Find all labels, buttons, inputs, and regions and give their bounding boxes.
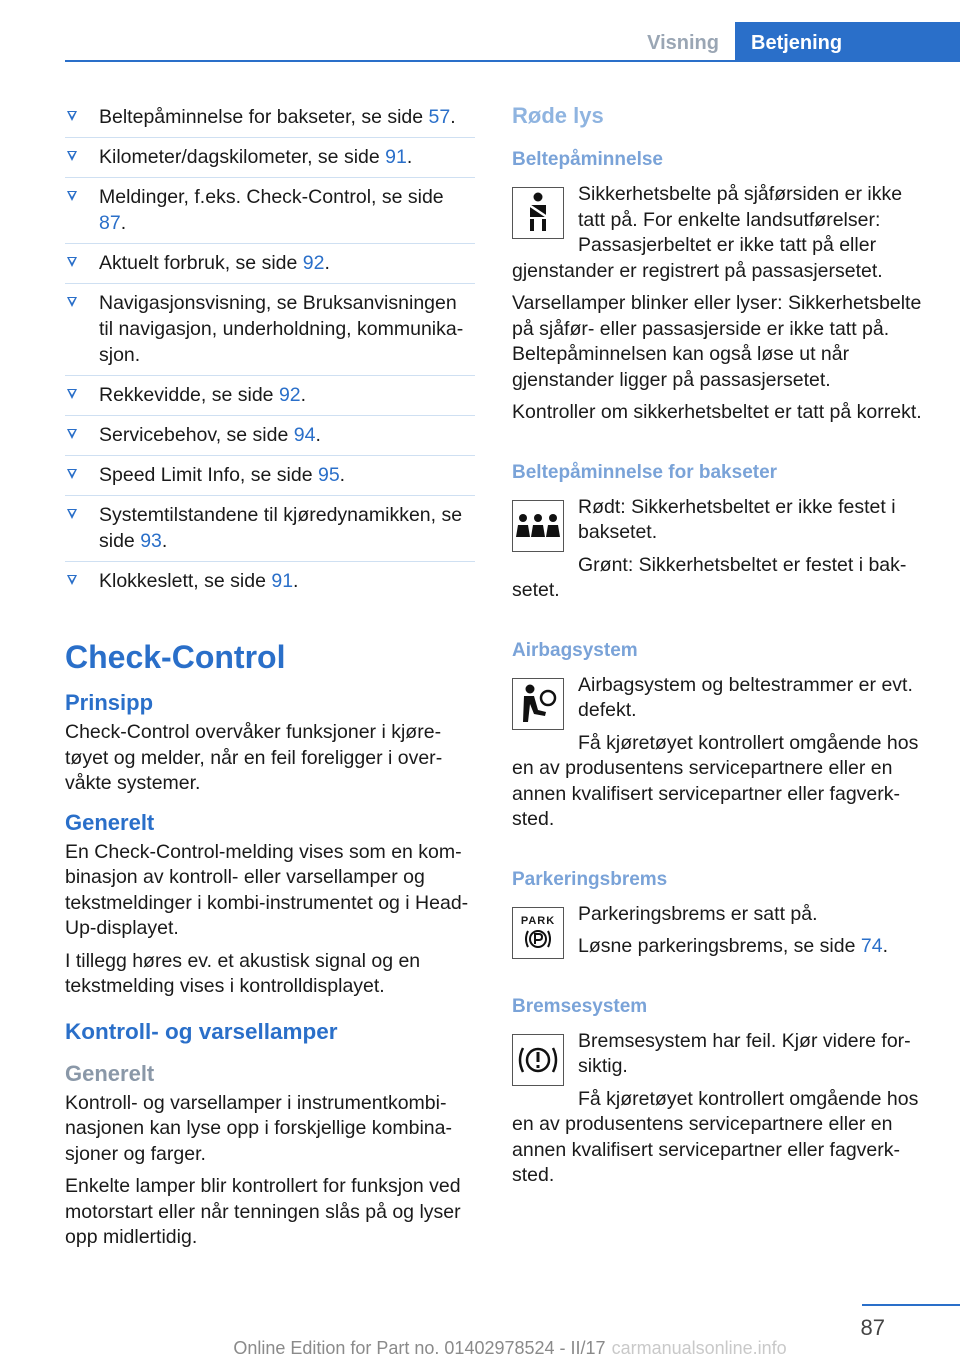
list-item-end: . <box>161 530 168 552</box>
brake-warning-icon <box>512 1034 564 1086</box>
triangle-bullet-icon <box>67 575 77 585</box>
rear-seatbelt-para-2: Grønt: Sikkerhetsbeltet er festet i baksetet. <box>512 553 907 601</box>
seatbelt-para-1: Sikkerhetsbelte på sjåførsiden er ikke tatt på. For enkelte landsutførelser: Passasjerbeltet er ikke tatt på eller gjenstander er registrert på passasjersetet. <box>512 183 903 282</box>
park-icon-label: PARK <box>520 914 556 927</box>
heading-parkeringsbrems: Parkeringsbrems <box>512 868 668 890</box>
lamps-paragraph-1: Kontroll- og varsellamper i instrumentkombinasjonen kan lyse opp i forskjellige kombinasjoner og farger. <box>65 1091 452 1165</box>
heading-generelt: Generelt <box>65 809 155 835</box>
list-item-text: Klokkeslett, se side <box>99 570 272 592</box>
list-item-text: Speed Limit Info, se side <box>99 464 318 486</box>
section-title-check-control: Check-Control <box>65 639 286 675</box>
parking-para-2 <box>512 934 932 960</box>
generelt-paragraph-2: I tillegg høres ev. et akustisk signal og en tekstmelding vises i kontrolldisplayet. <box>65 949 421 997</box>
list-item-text: Kilometer/dagskilometer, se side <box>99 146 386 168</box>
heading-kontroll-varsellamper: Kontroll- og varsellamper <box>65 1018 338 1044</box>
page-ref-link[interactable]: 92 <box>278 384 301 406</box>
page-number: 87 <box>860 1315 885 1340</box>
seatbelt-para-2: Varsellamper blinker eller lyser: Sikkerhetsbelte på sjåfør- eller passasjerside er ikke tatt på. Beltepåminnelsen kan også løse ut når gjenstander ligger på passasjersetet. <box>512 292 922 391</box>
generelt-paragraph-1: En Check-Control-melding vises som en kombinasjon av kontroll- eller varsellamper og tekstmeldinger i kombi-instrumentet og i Head-Up-displayet. <box>65 840 469 939</box>
warning-entry-parking-brake <box>512 902 932 967</box>
heading-prinsipp: Prinsipp <box>65 690 154 715</box>
page-ref-link[interactable]: 91 <box>271 570 294 592</box>
warning-entry-rear-seatbelt <box>512 495 932 611</box>
triangle-bullet-icon <box>67 297 77 307</box>
page-ref-link[interactable]: 87 <box>99 212 121 234</box>
section-tab-betjening: Betjening <box>735 22 960 62</box>
rear-seat-occupants-icon <box>512 500 564 552</box>
list-item <box>65 138 475 178</box>
warning-entry-airbag <box>512 673 932 840</box>
list-item-text: Meldinger, f.eks. Check-Control, se side <box>99 186 444 208</box>
subheading-generelt: Generelt <box>65 1060 155 1086</box>
airbag-para-1: Airbagsystem og beltestrammer er evt. defekt. <box>578 673 913 721</box>
page-header <box>65 22 960 62</box>
warning-entry-seatbelt <box>512 182 932 433</box>
triangle-bullet-icon <box>67 429 77 439</box>
seatbelt-para-3: Kontroller om sikkerhetsbeltet er tatt på korrekt. <box>512 401 922 423</box>
heading-airbagsystem: Airbagsystem <box>512 639 638 661</box>
triangle-bullet-icon <box>67 111 77 121</box>
triangle-bullet-icon <box>67 509 77 519</box>
airbag-para-2: Få kjøretøyet kontrollert omgående hos en av produsentens servicepartnere eller en annen kvalifisert servicepartner eller fagverksted. <box>512 731 919 830</box>
list-item <box>65 98 475 138</box>
list-item <box>65 416 475 456</box>
triangle-bullet-icon <box>67 257 77 267</box>
prinsipp-paragraph: Check-Control overvåker funksjoner i kjøretøyet og melder, når en feil foreligger i overvåkte systemer. <box>65 721 443 794</box>
display-bullet-list <box>65 98 475 601</box>
parking-brake-icon <box>512 907 564 959</box>
list-item-text: Beltepåminnelse for bakseter, se side <box>99 106 429 128</box>
footer-rule <box>862 1304 960 1306</box>
edition-text: Online Edition for Part no. 01402978524 - II/17 <box>233 1338 606 1358</box>
list-item-text: Systemtilstandene til kjøredynamikken, se side <box>99 504 463 552</box>
list-item <box>65 496 475 562</box>
list-item-text: Aktuelt forbruk, se side <box>99 252 303 274</box>
airbag-icon <box>512 678 564 730</box>
right-column <box>512 98 932 1196</box>
list-item <box>65 376 475 416</box>
list-item-end: . <box>339 464 346 486</box>
triangle-bullet-icon <box>67 151 77 161</box>
list-item <box>65 284 475 376</box>
brake-para-2: Få kjøretøyet kontrollert omgående hos en av produsentens servicepartnere eller en annen kvalifisert servicepartner eller fagverksted. <box>512 1087 919 1186</box>
page-ref-link[interactable]: 93 <box>140 530 162 552</box>
page-ref-link[interactable]: 57 <box>428 106 451 128</box>
page-ref-link[interactable]: 74 <box>860 935 883 957</box>
list-item <box>65 456 475 496</box>
triangle-bullet-icon <box>67 469 77 479</box>
heading-beltepaminnelse: Beltepåminnelse <box>512 149 663 170</box>
list-item-end: . <box>293 570 299 592</box>
lamps-paragraph-2: Enkelte lamper blir kontrollert for funksjon ved motorstart eller når tenningen slås på og lyser opp midlertidig. <box>65 1175 461 1248</box>
watermark-site: carmanualsonline.info <box>611 1338 787 1358</box>
parking-para-1: Parkeringsbrems er satt på. <box>578 902 818 925</box>
triangle-bullet-icon <box>67 191 77 201</box>
list-item-text: Servicebehov, se side <box>99 424 294 446</box>
list-item-text: Navigasjonsvisning, se Bruksanvisningen til navigasjon, underholdning, kommunikasjon. <box>99 292 464 366</box>
triangle-bullet-icon <box>67 389 77 399</box>
left-column <box>65 98 475 1258</box>
warning-entry-brake-system <box>512 1029 932 1196</box>
list-item-end: . <box>324 252 330 274</box>
heading-bremsesystem: Bremsesystem <box>512 995 648 1017</box>
list-item-text: Rekkevidde, se side <box>99 384 279 406</box>
list-item-end: . <box>450 106 456 128</box>
seatbelt-icon <box>512 187 564 239</box>
heading-beltepaminnelse-bakseter: Beltepåminnelse for bakseter <box>512 461 778 483</box>
heading-rode-lys: Røde lys <box>512 103 604 128</box>
list-item-end: . <box>406 146 413 168</box>
rear-seatbelt-para-1: Rødt: Sikkerhetsbeltet er ikke festet i baksetet. <box>578 495 896 543</box>
list-item-end: . <box>300 384 307 406</box>
list-item <box>65 244 475 284</box>
list-item <box>65 178 475 244</box>
page-ref-link[interactable]: 95 <box>317 464 340 486</box>
list-item-end: . <box>120 212 127 234</box>
list-item <box>65 562 475 601</box>
parking-ref-end: . <box>882 935 888 957</box>
brake-para-1: Bremsesystem har feil. Kjør videre forsiktig. <box>578 1029 911 1077</box>
header-rule <box>65 60 960 62</box>
parking-ref-text: Løsne parkeringsbrems, se side <box>578 935 861 957</box>
page-ref-link[interactable]: 91 <box>385 146 407 168</box>
page-ref-link[interactable]: 92 <box>302 252 325 274</box>
page-ref-link[interactable]: 94 <box>293 424 316 446</box>
section-tab-visning: Visning <box>647 32 719 54</box>
list-item-end: . <box>315 424 321 446</box>
footer-edition <box>0 1338 960 1359</box>
